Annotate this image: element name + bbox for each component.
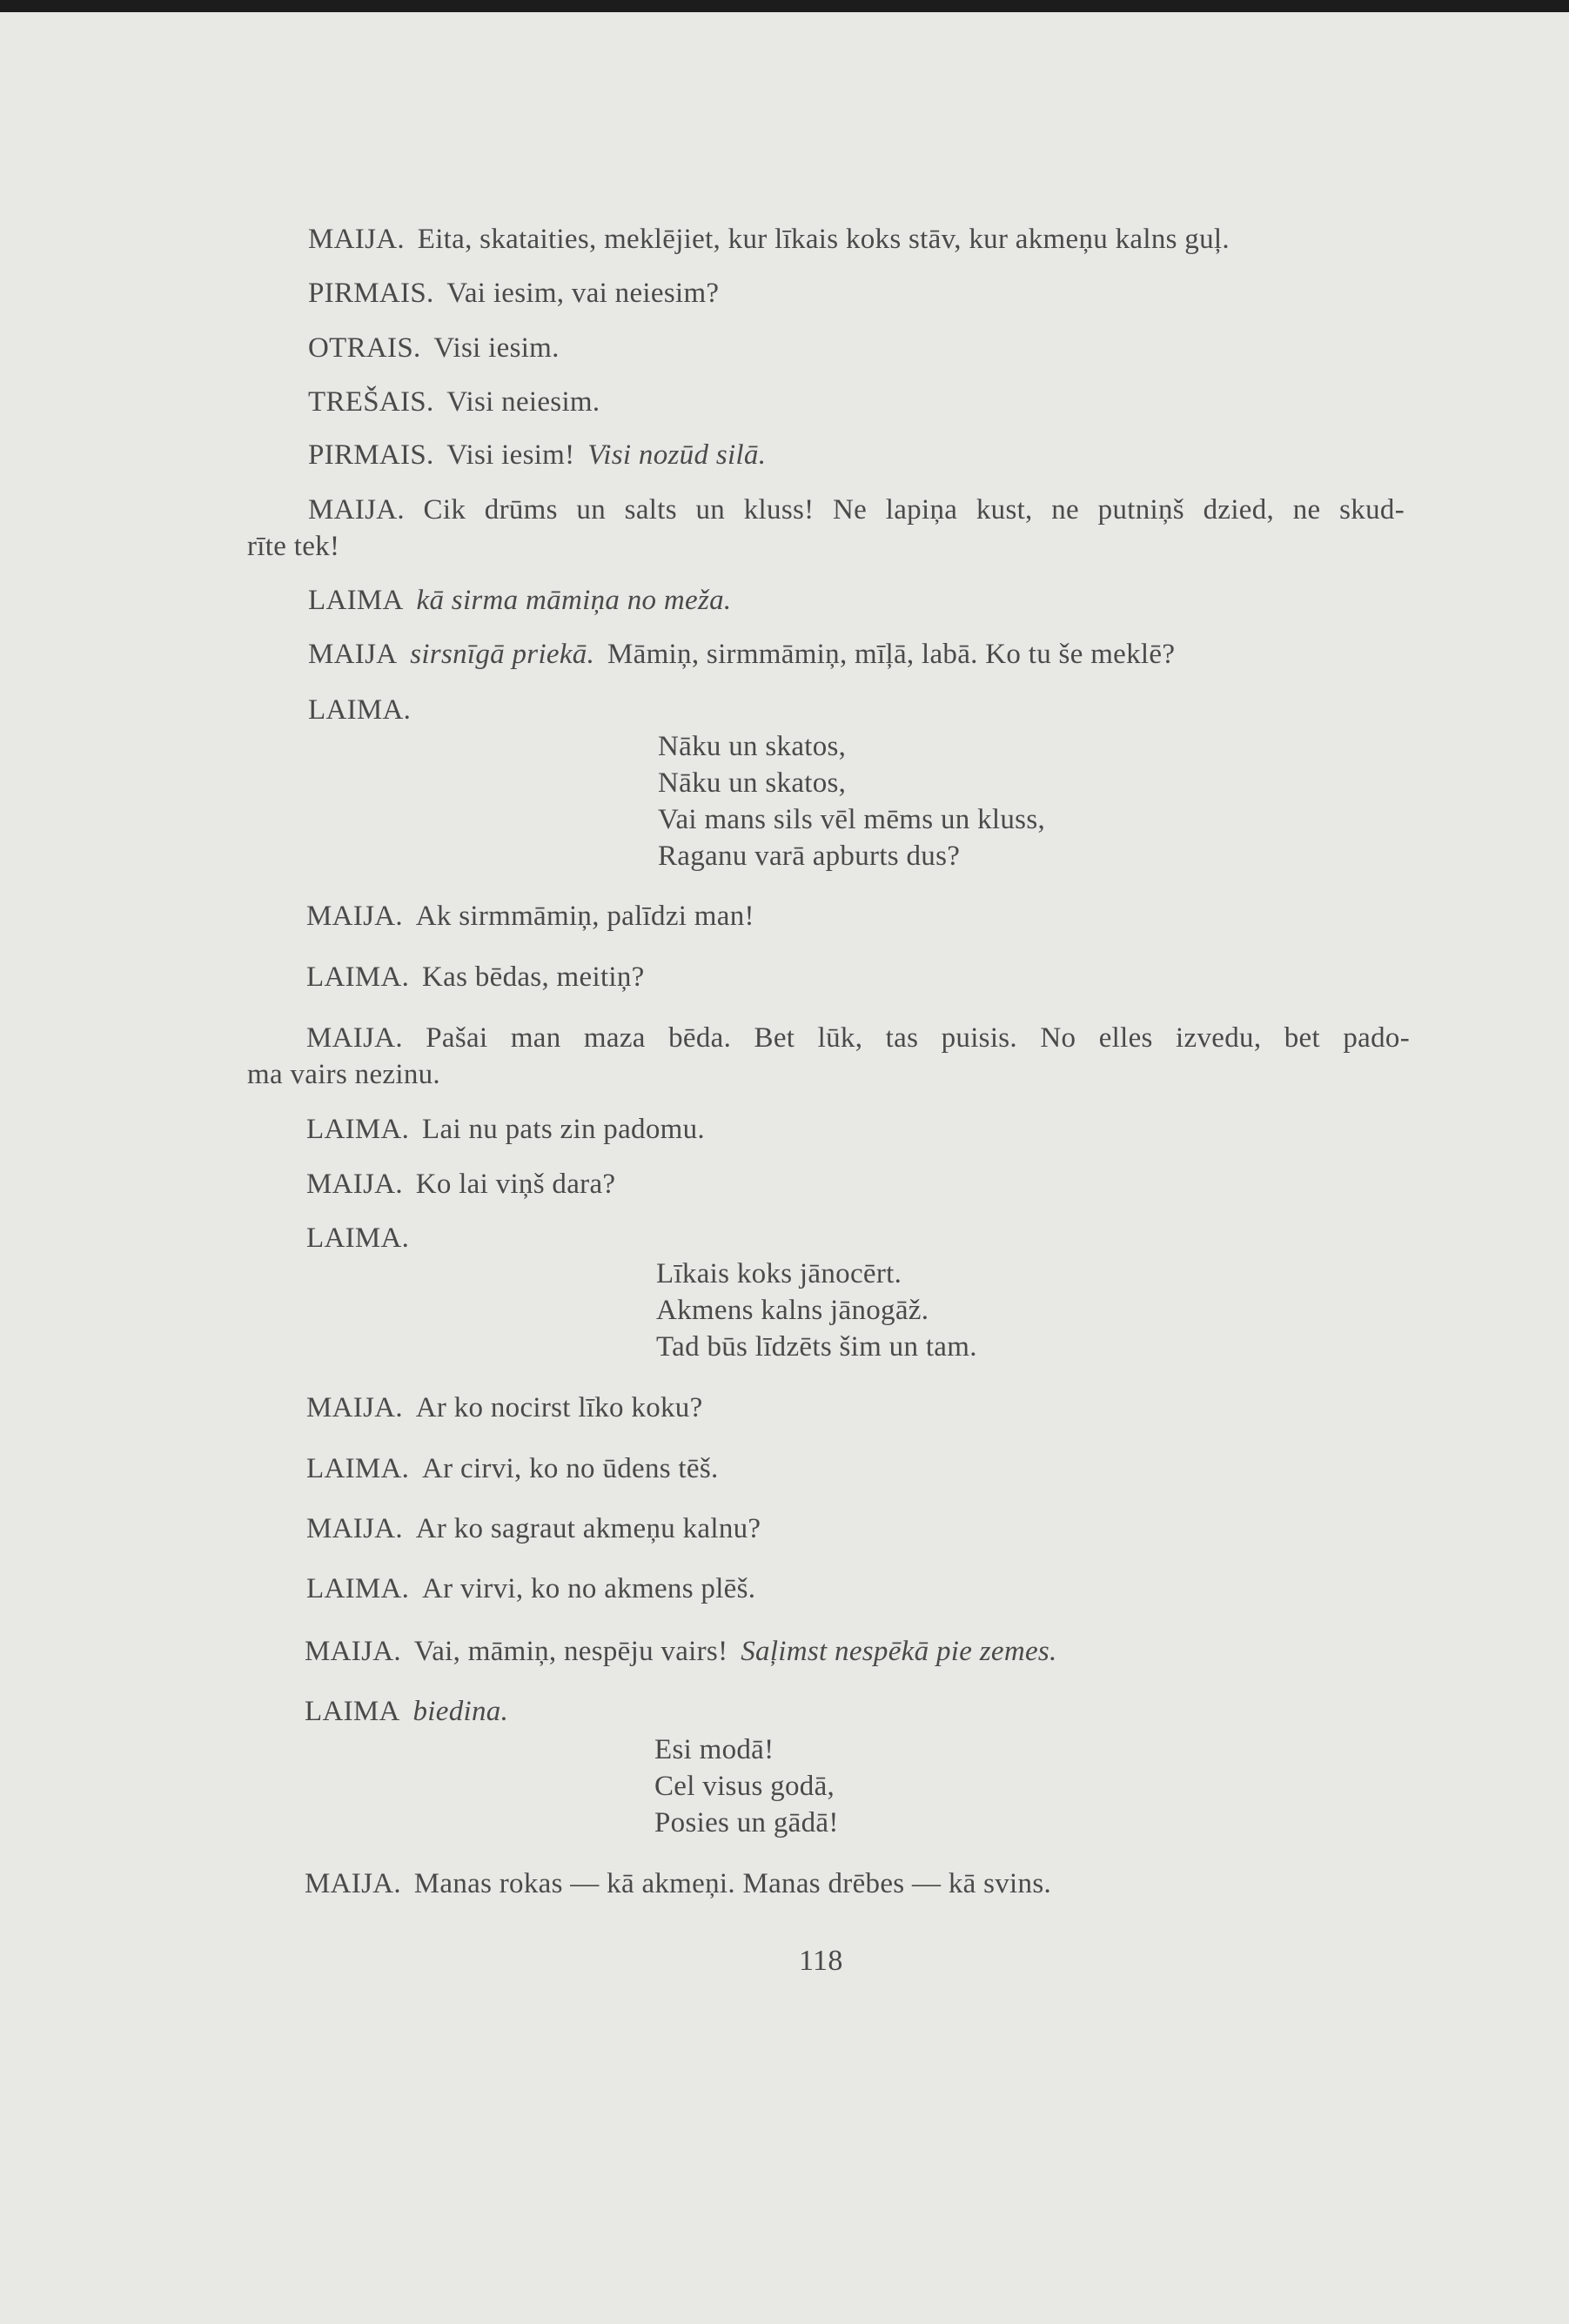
dialogue-text: Lai nu pats zin padomu.: [422, 1114, 705, 1145]
speaker-name: LAIMA: [305, 1696, 400, 1727]
dialogue-text: Kas bēdas, meitiņ?: [422, 961, 645, 993]
dialogue-text: Visi iesim.: [433, 332, 560, 364]
speaker-name: LAIMA.: [306, 1222, 410, 1254]
verse-line: Raganu varā apburts dus?: [658, 841, 961, 872]
dialogue-text: Pašai man maza bēda. Bet lūk, tas puisis. No elles izvedu, bet pado-: [426, 1022, 1410, 1054]
dialogue-line: [308, 637, 1175, 672]
speaker-name: MAIJA.: [306, 1513, 403, 1544]
dialogue-line: [308, 492, 1405, 527]
speaker-name: MAIJA.: [306, 1169, 403, 1200]
speaker-name: LAIMA.: [308, 694, 412, 726]
dialogue-text: Ar ko sagraut akmeņu kalnu?: [415, 1513, 761, 1544]
dialogue-text: Ar ko nocirst līko koku?: [415, 1392, 703, 1423]
verse-line: Akmens kalns jānogāž.: [656, 1295, 929, 1326]
speaker-name: MAIJA.: [306, 1022, 403, 1054]
dialogue-line: [308, 583, 731, 618]
verse-line: Nāku un skatos,: [658, 731, 847, 762]
dialogue-text: Vai, māmiņ, nespēju vairs!: [413, 1636, 728, 1667]
speaker-name: OTRAIS.: [308, 332, 421, 364]
dialogue-line: [306, 1021, 1410, 1055]
stage-direction: Visi nozūd silā.: [587, 439, 767, 471]
speaker-name: MAIJA.: [308, 224, 405, 255]
verse-line: Cel visus godā,: [654, 1771, 835, 1802]
stage-direction: kā sirma māmiņa no meža.: [416, 585, 732, 616]
verse-line: Tad būs līdzēts šim un tam.: [656, 1331, 977, 1363]
verse-line: Esi modā!: [654, 1734, 774, 1765]
dialogue-line: [306, 1390, 703, 1425]
speaker-name: LAIMA.: [306, 1573, 410, 1604]
dialogue-text: Māmiņ, sirmmāmiņ, mīļā, labā. Ko tu še meklē?: [607, 639, 1176, 670]
stage-direction: sirsnīgā priekā.: [410, 639, 595, 670]
dialogue-line: [306, 1451, 719, 1486]
dialogue-line: [308, 385, 600, 419]
stage-direction: biedina.: [412, 1696, 509, 1727]
dialogue-line: [306, 1571, 755, 1606]
dialogue-text: Cik drūms un salts un kluss! Ne lapiņa kust, ne putniņš dzied, ne skud-: [423, 494, 1405, 526]
dialogue-text: Ar cirvi, ko no ūdens tēš.: [422, 1453, 719, 1484]
dialogue-line: [305, 1694, 508, 1729]
speaker-name: LAIMA.: [306, 1453, 410, 1484]
dialogue-line: [308, 331, 560, 365]
dialogue-line: [306, 1511, 761, 1546]
dialogue-line: [305, 1866, 1051, 1901]
speaker-name: MAIJA.: [305, 1636, 401, 1667]
speaker-name: LAIMA: [308, 585, 404, 616]
verse-line: Vai mans sils vēl mēms un kluss,: [658, 804, 1046, 835]
speaker-name: MAIJA: [308, 639, 398, 670]
speaker-name: LAIMA.: [306, 1114, 410, 1145]
speaker-name: TREŠAIS.: [308, 386, 434, 418]
dialogue-line: [306, 1167, 615, 1202]
dialogue-text: Ar virvi, ko no akmens plēš.: [422, 1573, 756, 1604]
stage-direction: Saļimst nespēkā pie zemes.: [741, 1636, 1057, 1667]
speaker-name: MAIJA.: [306, 901, 403, 932]
dialogue-line: [306, 1112, 705, 1147]
dialogue-continuation: ma vairs nezinu.: [247, 1059, 440, 1090]
verse-line: Nāku un skatos,: [658, 767, 847, 799]
verse-line: Posies un gādā!: [654, 1807, 839, 1838]
verse-line: Līkais koks jānocērt.: [656, 1258, 902, 1289]
speaker-name: LAIMA.: [306, 961, 410, 993]
page-number: 118: [799, 1945, 843, 1977]
dialogue-line: [308, 222, 1230, 257]
speaker-name: PIRMAIS.: [308, 278, 434, 309]
dialogue-text: Ak sirmmāmiņ, palīdzi man!: [415, 901, 754, 932]
dialogue-line: [306, 960, 645, 995]
speaker-name: MAIJA.: [305, 1868, 401, 1899]
dialogue-line: [308, 438, 766, 472]
dialogue-text: Ko lai viņš dara?: [415, 1169, 616, 1200]
dialogue-text: Vai iesim, vai neiesim?: [446, 278, 720, 309]
speaker-name: MAIJA.: [308, 494, 405, 526]
dialogue-text: Visi iesim!: [446, 439, 575, 471]
dialogue-continuation: rīte tek!: [247, 531, 340, 562]
dialogue-text: Manas rokas — kā akmeņi. Manas drēbes — kā svins.: [413, 1868, 1052, 1899]
dialogue-line: [308, 276, 719, 311]
dialogue-line: [305, 1634, 1057, 1669]
speaker-name: PIRMAIS.: [308, 439, 434, 471]
dialogue-line: [306, 899, 754, 934]
dialogue-text: Visi neiesim.: [446, 386, 600, 418]
dialogue-text: Eita, skataities, meklējiet, kur līkais koks stāv, kur akmeņu kalns guļ.: [417, 224, 1230, 255]
speaker-name: MAIJA.: [306, 1392, 403, 1423]
